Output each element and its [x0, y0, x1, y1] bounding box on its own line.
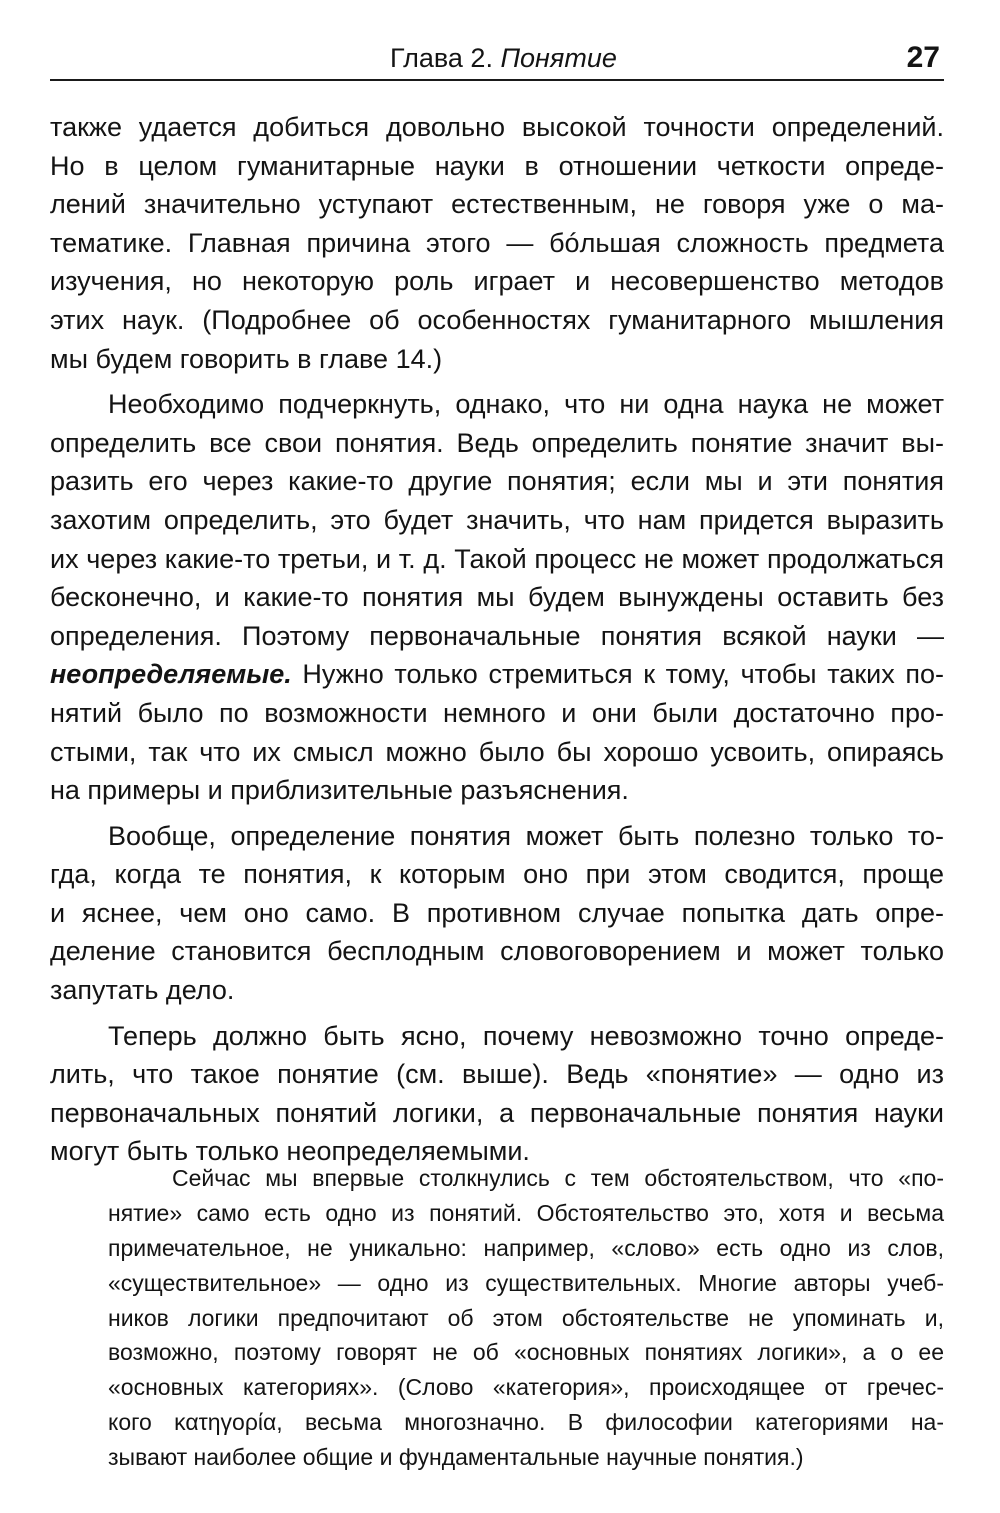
text-fragment: Нужно только стремиться к тому, чтобы таких по-: [291, 659, 944, 690]
chapter-heading: [390, 40, 617, 76]
text-line: захотим определить, это будет значить, что нам придется выразить: [50, 504, 944, 535]
note-line: «основных категориях». (Слово «категория», происходящее от гречес-: [108, 1374, 944, 1401]
text-line: Теперь должно быть ясно, почему невозможно точно опреде-: [108, 1020, 944, 1051]
text-line: первоначальных понятий логики, а первоначальные понятия науки: [50, 1097, 944, 1128]
text-line: разить его через какие-то другие понятия; если мы и эти понятия: [50, 466, 944, 497]
note-line: зывают наиболее общие и фундаментальные научные понятия.): [108, 1444, 804, 1471]
page-number: 27: [906, 41, 940, 74]
text-line: их через какие-то третьи, и т. д. Такой процесс не может продолжаться: [50, 543, 944, 574]
text-line: также удается добиться довольно высокой точности определений.: [50, 112, 944, 142]
text-line: определения. Поэтому первоначальные понятия всякой науки —: [50, 620, 944, 651]
note-line: «существительное» — одно из существительных. Многие авторы учеб-: [108, 1269, 944, 1296]
running-header: [50, 40, 944, 76]
text-line-with-emphasis: [50, 655, 944, 694]
emphasized-term: неопределяемые.: [50, 659, 292, 690]
paragraph-2: [50, 385, 944, 810]
text-line: и яснее, чем оно само. В противном случае попытка дать опре-: [50, 897, 944, 928]
text-line: этих наук. (Подробнее об особенностях гуманитарного мышления: [50, 304, 944, 335]
text-line: Необходимо подчеркнуть, однако, что ни одна наука не может: [108, 389, 944, 420]
header-rule: [50, 79, 944, 81]
text-line: нятий было по возможности немного и они были достаточно про-: [50, 697, 944, 728]
text-line: изучения, но некоторую роль играет и несовершенство методов: [50, 266, 944, 297]
chapter-label: Глава 2.: [390, 43, 493, 73]
text-line: деление становится бесплодным словоговорением и может только: [50, 936, 944, 967]
chapter-title: Понятие: [500, 43, 617, 73]
note-line: Сейчас мы впервые столкнулись с тем обстоятельством, что «по-: [172, 1165, 944, 1191]
note-line: ников логики предпочитают об этом обстоятельстве не упоминать и,: [108, 1304, 944, 1331]
text-line: могут быть только неопределяемыми.: [50, 1136, 530, 1167]
text-line: стыми, так что их смысл можно было бы хорошо усвоить, опираясь: [50, 736, 944, 767]
text-line: определить все свои понятия. Ведь определить понятие значит вы-: [50, 427, 944, 458]
note-line: возможно, поэтому говорят не об «основных понятиях логики», а о ее: [108, 1339, 944, 1366]
paragraph-4: [50, 1017, 944, 1171]
note-line: примечательное, не уникально: например, «слово» есть одно из слов,: [108, 1234, 944, 1261]
note-line: кого κατηγορία, весьма многозначно. В философии категориями на-: [108, 1409, 944, 1436]
text-line: запутать дело.: [50, 975, 235, 1006]
text-line: бесконечно, и какие-то понятия мы будем вынуждены оставить без: [50, 582, 944, 613]
paragraph-1: [50, 108, 944, 378]
text-line: гда, когда те понятия, к которым оно при этом сводится, проще: [50, 859, 944, 890]
text-line: тематике. Главная причина этого — бóльшая сложность предмета: [50, 227, 944, 258]
text-line: мы будем говорить в главе 14.): [50, 343, 443, 374]
side-note: [108, 1161, 944, 1475]
text-line: на примеры и приблизительные разъяснения.: [50, 775, 629, 806]
text-line: Вообще, определение понятия может быть полезно только то-: [108, 820, 944, 851]
text-line: лить, что такое понятие (см. выше). Ведь «понятие» — одно из: [50, 1059, 944, 1090]
text-line: Но в целом гуманитарные науки в отношении четкости опреде-: [50, 150, 944, 181]
text-line: лений значительно уступают естественным, не говоря уже о ма-: [50, 189, 944, 220]
main-text: [50, 108, 944, 1171]
paragraph-3: [50, 817, 944, 1010]
note-line: нятие» само есть одно из понятий. Обстоятельство это, хотя и весьма: [108, 1199, 944, 1226]
